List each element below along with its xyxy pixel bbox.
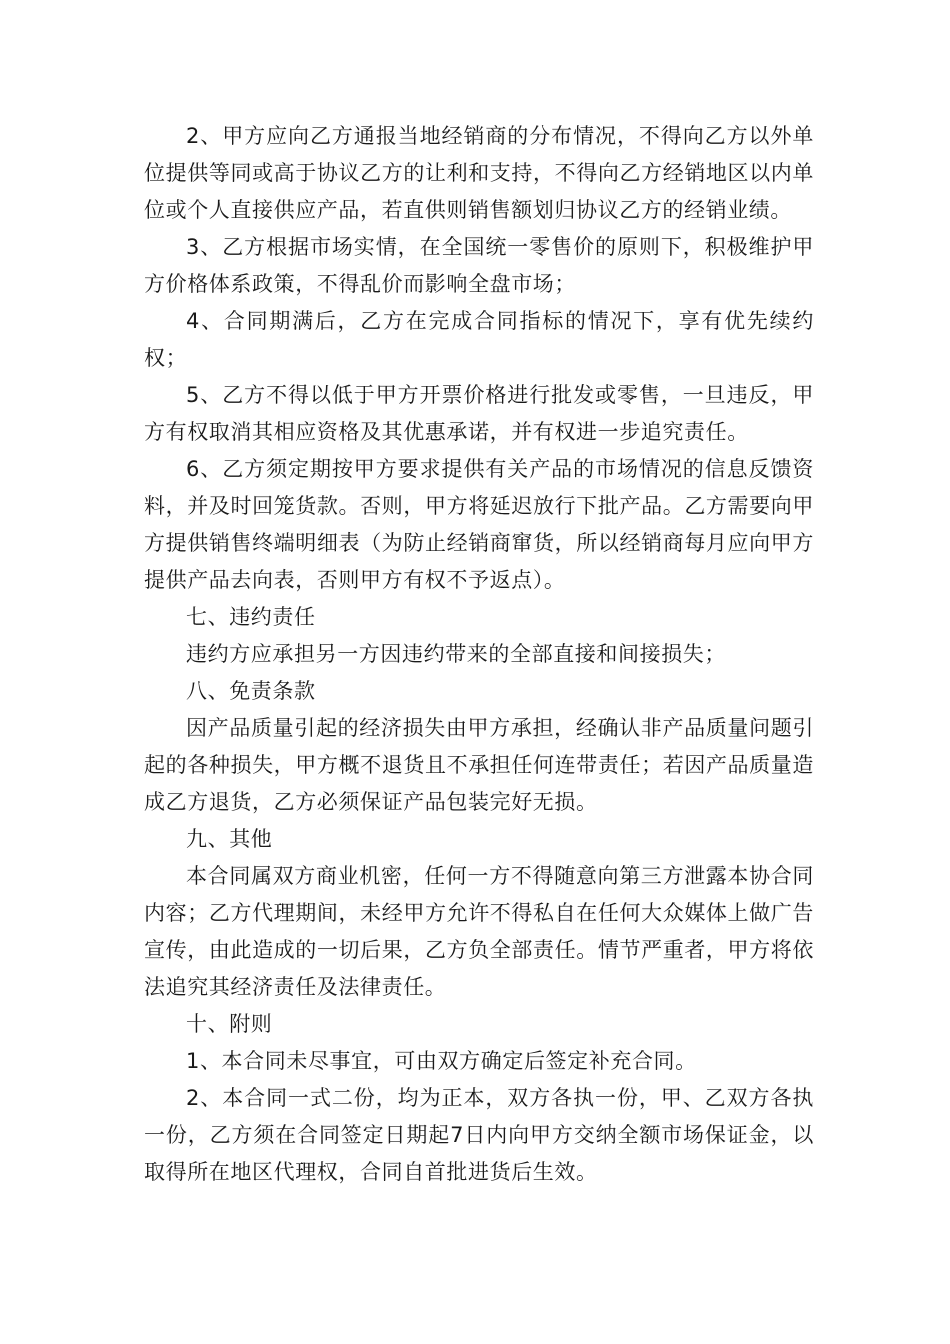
section-heading-breach: 七、违约责任 [186, 605, 316, 629]
clause-3-price-policy: 3、乙方根据市场实情，在全国统一零售价的原则下，积极维护甲方价格体系政策，不得乱价而影响全盘市场； [144, 235, 814, 296]
document-body [144, 118, 814, 1191]
clause-6-market-feedback: 6、乙方须定期按甲方要求提供有关产品的市场情况的信息反馈资料，并及时回笼货款。否则，甲方将延迟放行下批产品。乙方需要向甲方提供销售终端明细表（为防止经销商窜货，所以经销商每月应向甲方提供产品去向表，否则甲方有权不予返点）。 [144, 457, 814, 592]
section-heading-exemption: 八、免责条款 [186, 679, 316, 703]
supplementary-clause-2: 2、本合同一式二份，均为正本，双方各执一份，甲、乙双方各执一份，乙方须在合同签定日期起7日内向甲方交纳全额市场保证金，以取得所在地区代理权，合同自首批进货后生效。 [144, 1086, 814, 1184]
section-heading-other: 九、其他 [186, 827, 273, 851]
exemption-text: 因产品质量引起的经济损失由甲方承担，经确认非产品质量问题引起的各种损失，甲方概不退货且不承担任何连带责任；若因产品质量造成乙方退货，乙方必须保证产品包装完好无损。 [144, 716, 814, 814]
supplementary-clause-1: 1、本合同未尽事宜，可由双方确定后签定补充合同。 [186, 1049, 697, 1073]
section-heading-supplementary: 十、附则 [186, 1012, 273, 1036]
clause-2-dealer-distribution: 2、甲方应向乙方通报当地经销商的分布情况，不得向乙方以外单位提供等同或高于协议乙方的让利和支持，不得向乙方经销地区以内单位或个人直接供应产品，若直供则销售额划归协议乙方的经销业绩。 [144, 124, 814, 222]
confidentiality-text: 本合同属双方商业机密，任何一方不得随意向第三方泄露本协合同内容；乙方代理期间，未经甲方允许不得私自在任何大众媒体上做广告宣传，由此造成的一切后果，乙方负全部责任。情节严重者，甲方将依法追究其经济责任及法律责任。 [144, 864, 814, 999]
clause-5-pricing-violation: 5、乙方不得以低于甲方开票价格进行批发或零售，一旦违反，甲方有权取消其相应资格及其优惠承诺，并有权进一步追究责任。 [144, 383, 814, 444]
breach-liability-text: 违约方应承担另一方因违约带来的全部直接和间接损失； [186, 642, 726, 666]
clause-4-renewal-right: 4、合同期满后，乙方在完成合同指标的情况下，享有优先续约权； [144, 309, 814, 370]
